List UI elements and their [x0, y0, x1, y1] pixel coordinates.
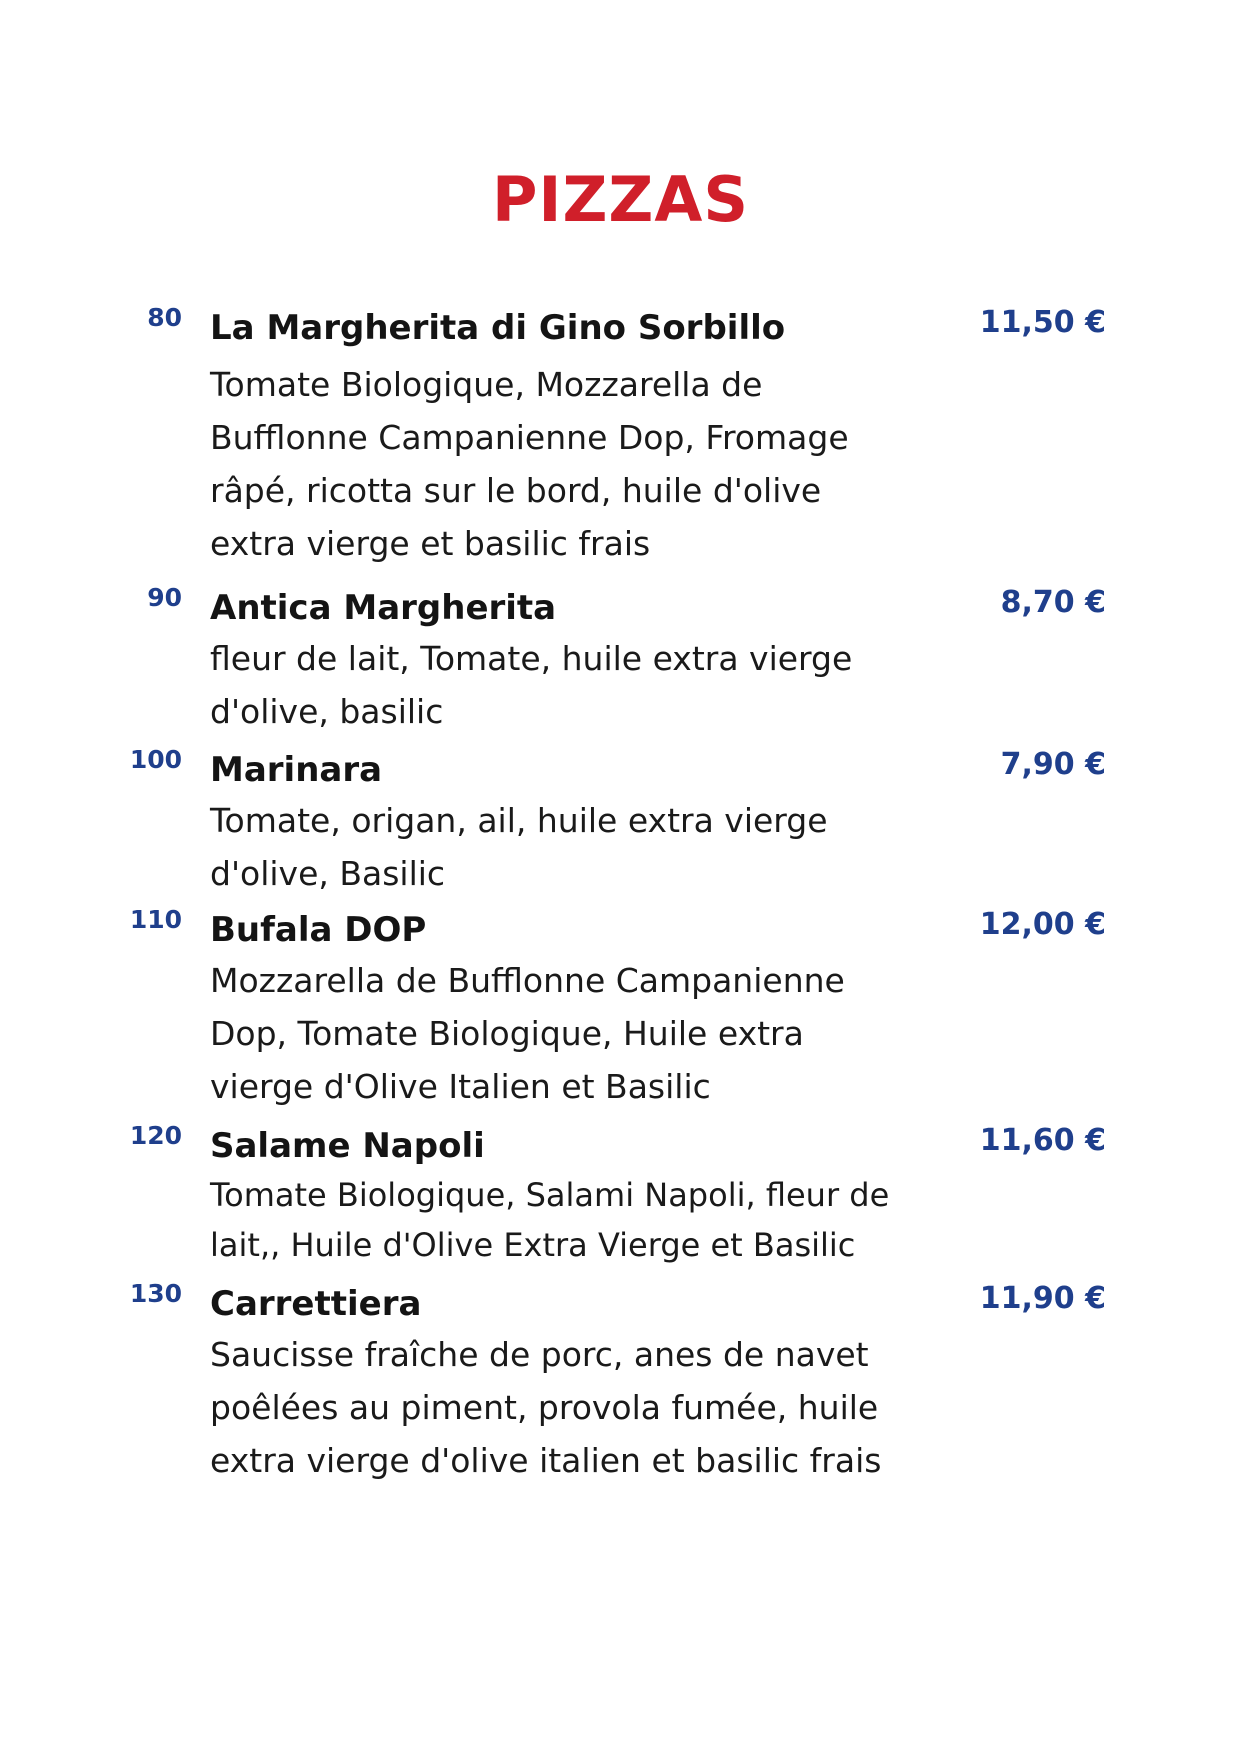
item-price: 11,50 €: [979, 305, 1106, 340]
item-name: Marinara: [210, 750, 383, 790]
item-code: 110: [129, 905, 182, 934]
item-description: Tomate Biologique, Mozzarella de Bufflonne Campanienne Dop, Fromage râpé, ricotta sur le bord, huile d'olive extra vierge et basilic frais: [210, 365, 849, 563]
page-title: PIZZAS: [491, 163, 750, 236]
item-name: Antica Margherita: [210, 588, 557, 628]
item-code: 120: [129, 1121, 182, 1150]
item-description: Mozzarella de Bufflonne Campanienne Dop, Tomate Biologique, Huile extra vierge d'Olive Italien et Basilic: [210, 961, 845, 1106]
item-name: Carrettiera: [210, 1284, 422, 1324]
item-price: 11,90 €: [979, 1281, 1106, 1316]
item-price: 7,90 €: [1000, 747, 1106, 782]
item-name: Bufala DOP: [210, 910, 427, 950]
item-description: fleur de lait, Tomate, huile extra vierge d'olive, basilic: [210, 639, 853, 731]
item-code: 80: [147, 303, 182, 332]
item-name: La Margherita di Gino Sorbillo: [210, 308, 786, 348]
item-price: 8,70 €: [1000, 585, 1106, 620]
item-price: 12,00 €: [979, 907, 1106, 942]
item-code: 100: [129, 745, 182, 774]
item-name: Salame Napoli: [210, 1126, 485, 1166]
item-description: Tomate Biologique, Salami Napoli, fleur de lait,, Huile d'Olive Extra Vierge et Basilic: [210, 1176, 890, 1264]
item-code: 130: [129, 1279, 182, 1308]
item-code: 90: [147, 583, 182, 612]
item-price: 11,60 €: [979, 1123, 1106, 1158]
item-description: Tomate, origan, ail, huile extra vierge d'olive, Basilic: [210, 801, 828, 893]
item-description: Saucisse fraîche de porc, anes de navet poêlées au piment, provola fumée, huile extra vierge d'olive italien et basilic frais: [210, 1335, 882, 1480]
